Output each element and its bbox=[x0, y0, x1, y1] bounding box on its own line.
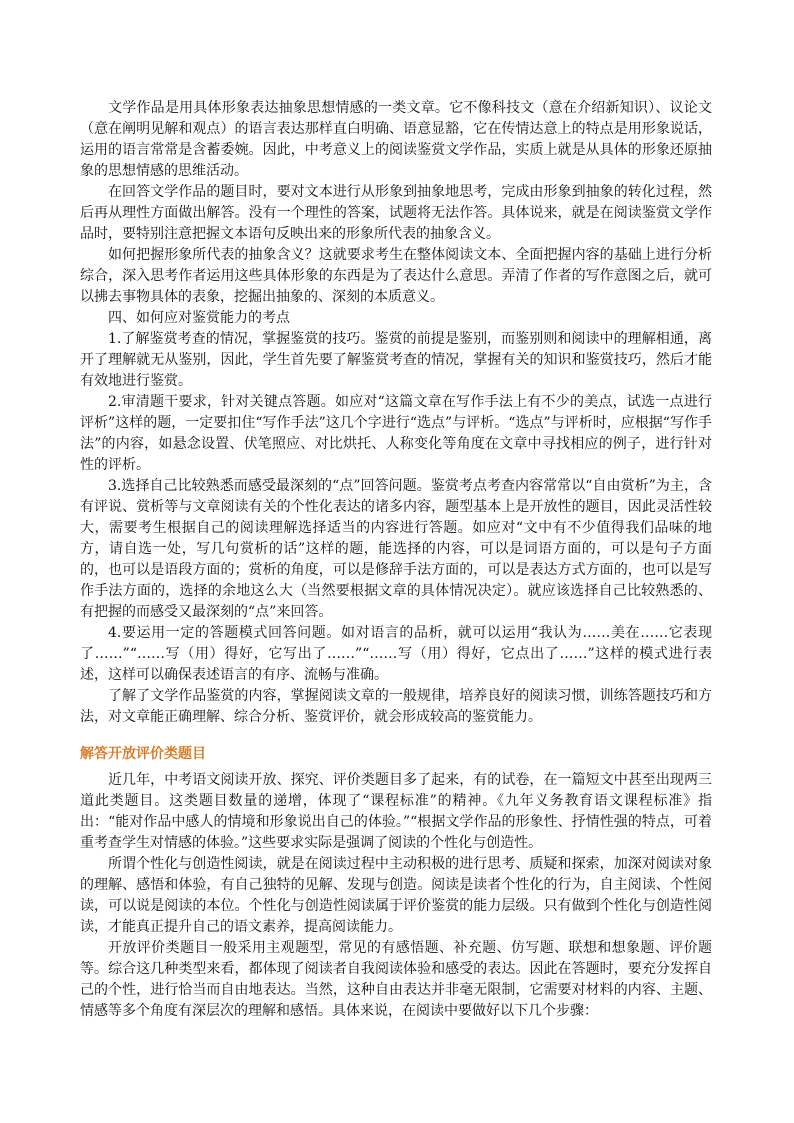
point-1-paragraph: 1.了解鉴赏考查的情况，掌握鉴赏的技巧。鉴赏的前提是鉴别，而鉴别则和阅读中的理解相通，离开了理解就无从鉴别，因此，学生首先要了解鉴赏考查的情况，掌握有关的知识和鉴赏技巧，然后才能有效地进行鉴赏。 bbox=[80, 331, 712, 389]
document-page bbox=[80, 98, 712, 1022]
point-3-paragraph: 3.选择自己比较熟悉而感受最深刻的“点”回答问题。鉴赏考点考查内容常常以“自由赏析”为主，含有评说、赏析等与文章阅读有关的个性化表达的诸多内容，题型基本上是开放性的题目，因此灵活性较大，需要考生根据自己的阅读理解选择适当的内容进行答题。如应对“文中有不少值得我们品味的地方，请自选一处，写几句赏析的话”这样的题，能选择的内容，可以是词语方面的，可以是句子方面的，也可以是语段方面的；赏析的角度，可以是修辞手法方面的，可以是表达方式方面的，也可以是写作手法方面的，选择的余地这么大（当然要根据文章的具体情况决定）。就应该选择自己比较熟悉的、有把握的而感受又最深刻的“点”来回答。 bbox=[80, 478, 712, 620]
point-4-paragraph: 4.要运用一定的答题模式回答问题。如对语言的品析，就可以运用“我认为……美在……它表现了……”“……写（用）得好，它写出了……”“……写（用）得好，它点出了……”这样的模式进行表述，这样可以确保表述语言的有序、流畅与准确。 bbox=[80, 625, 712, 683]
open-question-intro-paragraph: 近几年，中考语文阅读开放、探究、评价类题目多了起来，有的试卷，在一篇短文中甚至出现两三道此类题目。这类题目数量的递增，体现了“课程标准”的精神。《九年义务教育语文课程标准》指出：“能对作品中感人的情境和形象说出自己的体验。”“根据文学作品的形象性、抒情性强的特点，可着重考查学生对情感的体验。”这些要求实际是强调了阅读的个性化与创造性。 bbox=[80, 772, 712, 851]
subsection-title: 四、如何应对鉴赏能力的考点 bbox=[108, 310, 290, 326]
intro-paragraph: 文学作品是用具体形象表达抽象思想情感的一类文章。它不像科技文（意在介绍新知识）、议论文（意在阐明见解和观点）的语言表达那样直白明确、语意显豁，它在传情达意上的特点是用形象说话，运用的语言常常是含蓄委婉。因此，中考意义上的阅读鉴赏文学作品，实质上就是从具体的形象还原抽象的思想情感的思维活动。 bbox=[80, 100, 712, 179]
answer-method-paragraph: 在回答文学作品的题目时，要对文本进行从形象到抽象地思考，完成由形象到抽象的转化过程，然后再从理性方面做出解答。没有一个理性的答案，试题将无法作答。具体说来，就是在阅读鉴赏文学作品时，要特别注意把握文本语句反映出来的形象所代表的抽象含义。 bbox=[80, 184, 712, 242]
summary-paragraph: 了解了文学作品鉴赏的内容，掌握阅读文章的一般规律，培养良好的阅读习惯，训练答题技巧和方法，对文章能正确理解、综合分析、鉴赏评价，就会形成较高的鉴赏能力。 bbox=[80, 688, 712, 725]
creative-reading-paragraph: 所谓个性化与创造性阅读，就是在阅读过程中主动积极的进行思考、质疑和探索，加深对阅读对象的理解、感悟和体验，有自己独特的见解、发现与创造。阅读是读者个性化的行为，自主阅读、个性阅读，可以说是阅读的本位。个性化与创造性阅读属于评价鉴赏的能力层级。只有做到个性化与创造性阅读，才能真正提升自己的语文素养，提高阅读能力。 bbox=[80, 856, 712, 935]
abstract-meaning-paragraph: 如何把握形象所代表的抽象含义？这就要求考生在整体阅读文本、全面把握内容的基础上进行分析综合，深入思考作者运用这些具体形象的东西是为了表达什么意思。弄清了作者的写作意图之后，就可以拂去事物具体的表象，挖掘出抽象的、深刻的本质意义。 bbox=[80, 247, 712, 305]
question-types-paragraph: 开放评价类题目一般采用主观题型，常见的有感悟题、补充题、仿写题、联想和想象题、评价题等。综合这几种类型来看，都体现了阅读者自我阅读体验和感受的表达。因此在答题时，要充分发挥自己的个性，进行恰当而自由地表达。当然，这种自由表达并非毫无限制，它需要对材料的内容、主题、情感等多个角度有深层次的理解和感悟。具体来说，在阅读中要做好以下几个步骤： bbox=[80, 940, 712, 1019]
point-2-paragraph: 2.审清题干要求，针对关键点答题。如应对“这篇文章在写作手法上有不少的美点，试选一点进行评析”这样的题，一定要扣住“写作手法”这几个字进行“选点”与评析。“选点”与评析时，应根据“写作手法”的内容，如悬念设置、伏笔照应、对比烘托、人称变化等角度在文章中寻找相应的例子，进行针对性的评析。 bbox=[80, 394, 712, 473]
section-heading: 解答开放评价类题目 bbox=[80, 746, 206, 762]
